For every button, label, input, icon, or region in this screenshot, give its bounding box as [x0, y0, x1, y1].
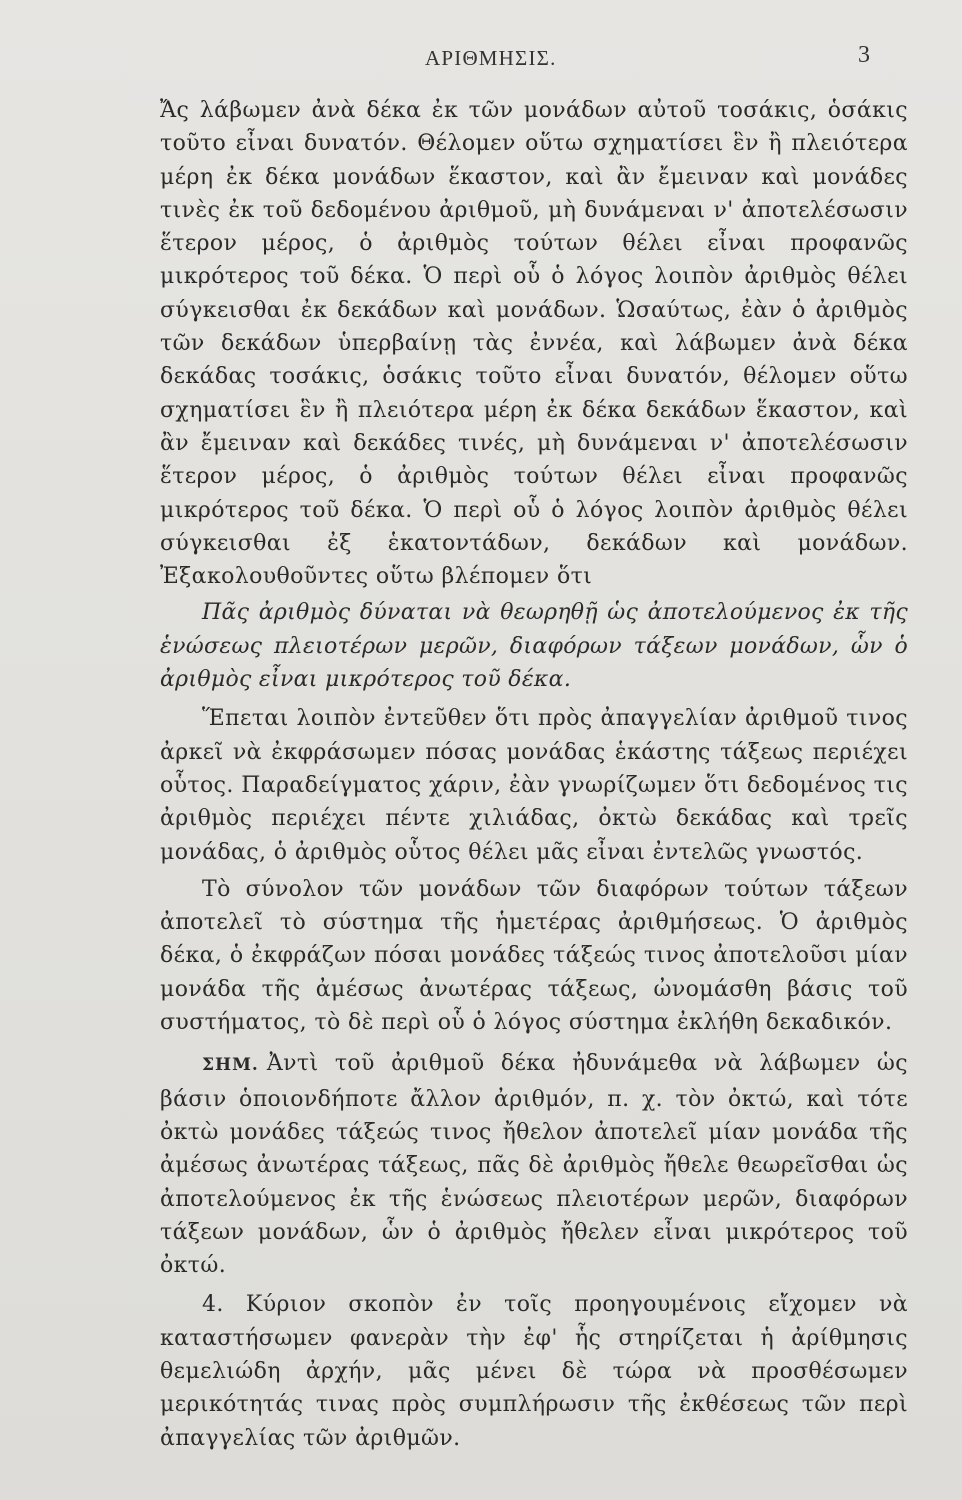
paragraph-note	[160, 1047, 908, 1282]
page-header	[0, 36, 962, 76]
page-body	[160, 94, 908, 1455]
paragraph-decimal-grouping: Ἄς λάβωμεν ἀνὰ δέκα ἐκ τῶν μονάδων αὐτοῦ τοσάκις, ὁσάκις τοῦτο εἶναι δυνατόν. Θέλομεν οὕτω σχηματίσει ἓν ἢ πλειότερα μέρη ἐκ δέκα μονάδων ἕκαστον, καὶ ἂν ἔμειναν καὶ μονάδες τινὲς ἐκ τοῦ δεδομένου ἀριθμοῦ, μὴ δυνάμεναι ν' ἀποτελέσωσιν ἕτερον μέρος, ὁ ἀριθμὸς τούτων θέλει εἶναι προφανῶς μικρότερος τοῦ δέκα. Ὁ περὶ οὗ ὁ λόγος λοιπὸν ἀριθμὸς θέλει σύγκεισθαι ἐκ δεκάδων καὶ μονάδων. Ὡσαύτως, ἐὰν ὁ ἀριθμὸς τῶν δεκάδων ὑπερβαίνῃ τὰς ἐννέα, καὶ λάβωμεν ἀνὰ δέκα δεκάδας τοσάκις, ὁσάκις τοῦτο εἶναι δυνατόν, θέλομεν οὕτω σχηματίσει ἓν ἢ πλειότερα μέρη ἐκ δέκα δεκάδων ἕκαστον, καὶ ἂν ἔμειναν καὶ δεκάδες τινές, μὴ δυνάμεναι ν' ἀποτελέσωσιν ἕτερον μέρος, ὁ ἀριθμὸς τούτων θέλει εἶναι προφανῶς μικρότερος τοῦ δέκα. Ὁ περὶ οὗ ὁ λόγος λοιπὸν ἀριθμὸς θέλει σύγκεισθαι ἐξ ἑκατοντάδων, δεκάδων καὶ μονάδων. Ἐξακολουθοῦντες οὕτω βλέπομεν ὅτι	[160, 98, 908, 590]
note-label: ΣΗΜ.	[202, 1055, 259, 1076]
running-title: ΑΡΙΘΜΗΣΙΣ.	[425, 46, 557, 70]
page-number: 3	[858, 42, 870, 68]
note-text: Ἀντὶ τοῦ ἀριθμοῦ δέκα ἠδυνάμεθα νὰ λάβωμεν ὡς βάσιν ὁποιονδήποτε ἄλλον ἀριθμόν, π. χ. τὸν ὀκτώ, καὶ τότε ὀκτὼ μονάδες τάξεώς τινος ἤθελον ἀποτελεῖ μίαν μονάδα τῆς ἀμέσως ἀνωτέρας τάξεως, πᾶς δὲ ἀριθμὸς ἤθελε θεωρεῖσθαι ὡς ἀποτελούμενος ἐκ τῆς ἑνώσεως πλειοτέρων μερῶν, διαφόρων τάξεων μονάδων, ὧν ὁ ἀριθμὸς ἤθελεν εἶναι μικρότερος τοῦ ὀκτώ.	[160, 1051, 908, 1279]
paragraph-section-4: 4. Κύριον σκοπὸν ἐν τοῖς προηγουμένοις εἴχομεν νὰ καταστήσωμεν φανερὰν τὴν ἐφ' ἧς στηρίζεται ἡ ἀρίθμησις θεμελιώδη ἀρχήν, μᾶς μένει δὲ τώρα νὰ προσθέσωμεν μερικότητάς τινας πρὸς συμπλήρωσιν τῆς ἐκθέσεως τῶν περὶ ἀπαγγελίας τῶν ἀριθμῶν.	[160, 1292, 908, 1451]
paragraph-principle-italic: Πᾶς ἀριθμὸς δύναται νὰ θεωρηθῇ ὡς ἀποτελούμενος ἐκ τῆς ἑνώσεως πλειοτέρων μερῶν, διαφόρων τάξεων μονάδων, ὧν ὁ ἀριθμὸς εἶναι μικρότερος τοῦ δέκα.	[160, 600, 908, 693]
paragraph-consequence: Ἕπεται λοιπὸν ἐντεῦθεν ὅτι πρὸς ἀπαγγελίαν ἀριθμοῦ τινος ἀρκεῖ νὰ ἐκφράσωμεν πόσας μονάδας ἑκάστης τάξεως περιέχει οὗτος. Παραδείγματος χάριν, ἐὰν γνωρίζωμεν ὅτι δεδομένος τις ἀριθμὸς περιέχει πέντε χιλιάδας, ὀκτὼ δεκάδας καὶ τρεῖς μονάδας, ὁ ἀριθμὸς οὗτος θέλει μᾶς εἶναι ἐντελῶς γνωστός.	[160, 706, 908, 865]
paragraph-system-base: Τὸ σύνολον τῶν μονάδων τῶν διαφόρων τούτων τάξεων ἀποτελεῖ τὸ σύστημα τῆς ἡμετέρας ἀριθμήσεως. Ὁ ἀριθμὸς δέκα, ὁ ἐκφράζων πόσαι μονάδες τάξεώς τινος ἀποτελοῦσι μίαν μονάδα τῆς ἀμέσως ἀνωτέρας τάξεως, ὠνομάσθη βάσις τοῦ συστήματος, τὸ δὲ περὶ οὗ ὁ λόγος σύστημα ἐκλήθη δεκαδικόν.	[160, 876, 908, 1036]
